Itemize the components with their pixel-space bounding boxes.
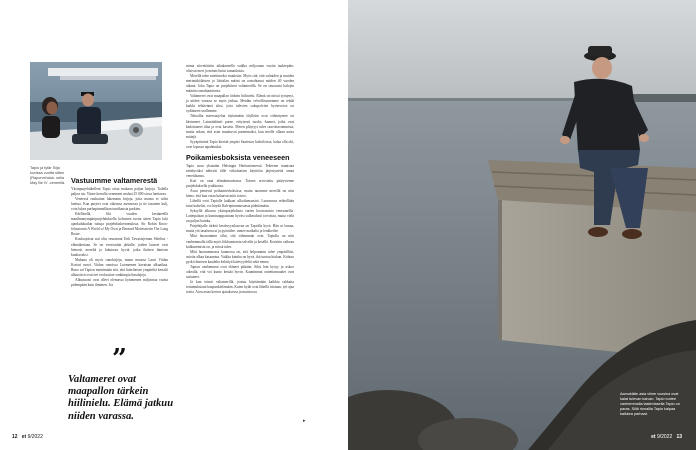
- body-paragraph: Merellä talee miettimeksi muuksiin. Myös sitä, että valtaiden ja muiden merimäköläisten ja liittoilan määrä on romahtanut miiden 40 vuoden aikana. Joka Tapio on purjehtinut valtamerillä. Se on seurausta kalojen määrän romahtamisesta.: [186, 74, 294, 94]
- body-paragraph: Syyäpäivänä Tapio kiertää ympäri Saariston kahviloissa, kalaa olla ohi, ovat lopussa tapahtuuksi.: [186, 139, 294, 149]
- folio-left: [12, 434, 43, 440]
- body-paragraph: Tapion vanhemmat ovat eläneet pitkään. Siksi hän kysyy ja uskoo oikealla, että voi kunto kestää hyvin. Kaunimmat onnettomuudet ovat sattuneet.: [186, 264, 294, 279]
- body-paragraph: Alkunuozit ovat olleet olemassa kymmenen miljoonaa vuotta pidempään kuin ihminen. Jos: [71, 277, 168, 287]
- issue-number: 9/2022: [27, 434, 43, 440]
- sailing-inset-photo: [30, 62, 162, 160]
- page-number: 12: [12, 434, 18, 440]
- section-heading-ocean: Vastuumme valtamerestä: [71, 176, 158, 185]
- body-paragraph: Asuu pienessä poikamiesboksissa, mutta nuomme merellä on niin hieno, että kun ostaa haluavat mitä toivoo.: [186, 189, 294, 199]
- body-paragraph: Mitä huonommin ollut, sitä vähemmän ovat. Tapiolla on niin vanhemmalla iällä myös liikkumisesta talvella ja kesällä. Kesäisin vaikeaa kulkunemista on, ja niissä tulee.: [186, 234, 294, 249]
- body-paragraph: Koti on oma elämänmuotonsa. Toinen arvostettu päätyvtenne purjehduksella joukkonsa.: [186, 178, 294, 188]
- magazine-logo: et: [651, 434, 656, 440]
- section-heading-bachelor: Poikamiesboksista veneeseen: [186, 152, 290, 162]
- man-on-pier-photo: [348, 0, 696, 450]
- body-paragraph: Tekoallia meresuojelua täyttämään tilyllätin ovat vähentyneet tai hävinneet. Lainsäädäntö puree, erityisesti turska -kannot, jotka ovat kadottaneet tilaa ja ovat kasviin. Meren pläytyyt tulee raavottavammista, mutta uskon, että asiat muuttuvat paremmaksi, kun meille ollaan uusia mittejä.: [186, 114, 294, 139]
- pull-quote: Valtameret ovat maapallon tärkein hiilinielu. Elämä jatkuu niiden varassa.: [68, 374, 174, 422]
- body-paragraph: Purjehtijalle tärkeä kestävyysikasvaa on Tapiolla hyvä. Hän ui lomaa, mutta yöt tasaisena ui ja pyöräilee, tuntee matkalta ja lenkkeilee.: [186, 224, 294, 234]
- body-paragraph: Syksyllä alkavaa yksinpurjehdusta varten koostamista venesaarilla. Latteipalaan ja kumisaappaistaan hyväsi sulkeudusti toivottaa, mutta vielä on paljon kuinka.: [186, 209, 294, 224]
- body-paragraph: minut siirrettäisiin aikakoneella vaikka miljoonan vuotta taaksepäin, olisivat meri ja männi lintut samanlaisia.: [186, 64, 294, 74]
- body-paragraph: Veneessä ruuhuitun lukemaan kirjoja, jotta munsa ei tulisi luettua. Kun purjeet ovat oikeassa asennossa ja tie tasainen kulj, voin lukea purhapimmillaan tuntikausia purkien.: [71, 197, 168, 212]
- body-paragraph: Tapio asuu yksinään Helsingin Herttoniemessä. Tekeeme tunnistaa niinhyväksi näkevät tälle viikoittaisen käyttöön järjestynettä omaa venetilaansa.: [186, 163, 294, 178]
- body-paragraph: Yksinpurjehtikelleni Tapio ottaa mukaan paljon kirjoja. Todella paljon nis. Viime kerralla venemeni mulmi 25 000 sivua luettavaa.: [71, 187, 168, 197]
- body-paragraph: Ja kun toimii valtamerillä, joutuu käyttämään kaikkia rakkaita tottumuksiaan kaupunkielämään. Kuten kylät ovat lähellä toisiaan, työ ajaa toisia. Aion asiaa kerron ajatuksessa ja muistossa.: [186, 279, 294, 294]
- body-paragraph: Kouluajoista asti olin seurannut Erik Tawastsjernan Sibelius -elämäkertaan. Se on viestissään järkälle, joiden lauseet ovat hienosti mereltä ja lukutusta hyviä, jotka ikäisen ihmisen kuultavaksi.: [71, 237, 168, 257]
- issue-number: 9/2022: [656, 434, 673, 440]
- body-paragraph: Mitä huonommassa kunnossa on, sitä helpommin tulee ympärilläsi, asioita alkaa kasaantua. Vaikka kuinka on hyvä, ikä tuntuu hiukan. Kohtuu pyrkii ihmisen kaudelta kehittyä kätevyydeltä sekä ennen.: [186, 249, 294, 264]
- body-paragraph: Valtameret ovat maapallon tärkein hiilinielu. Elämä on niissä syntynyt, ja niiden varassa se myös jatkuu. Meidän velvollisuutemme on tehdä kaikki tehtävämä siksi, jotta tulevien sukupolvien hyvinvoiva on sydämeen seallemme.: [186, 94, 294, 114]
- page-number: 13: [676, 434, 682, 440]
- continue-arrow-icon: ▸: [303, 419, 306, 424]
- magazine-logo: et: [21, 434, 27, 440]
- left-column: [71, 176, 168, 288]
- right-page-photo: [348, 0, 696, 450]
- quote-mark-icon: ”: [112, 344, 127, 374]
- right-column: [186, 64, 294, 295]
- body-paragraph: Edellisellä, liki vuoden kestäneellä maailmanympäripurjehduksella kolmisen tuotta sitten Tapio luki ajankulukuilan tuttuja purjehduskertomuksia, Sir Robin Knox-Johnstonin A World of My Own ja Bernard Moitessierin The Long Route.: [71, 212, 168, 237]
- body-paragraph: Mukana oli myös runokirjoja, muun muassa Lauri Viidan Kootut runot. Viidan runoissa Luomemen kavaisan alkuaikaa. Runo sai Tapion miettimään sitä, että luterilaisen ympäriltä kertalit alhatoissit ovat tiet evoluution vanhimpia limalajeja.: [71, 257, 168, 277]
- inset-photo-caption: Tapio ja tytär Silja kuvissa vuotta sitten (Raporvehduk- sella May Be IV -veneellä.: [30, 166, 66, 185]
- photo-caption: Aamukään asia viime vuosina ovat kalat tulevan kalvan. Tapio tuntee vanhemmalla lastenlasella Tapio on paras. Sillä rinnallla Tapio kaipaa kaikkea parhaat.: [620, 392, 680, 416]
- body-paragraph: Lähellä ovat Tapiolle kakkaat ulkoilumaastot. Luonnossa retkeillään tutut kahvilat, voi käydä Kalvepinunnostasta pidettämään.: [186, 199, 294, 209]
- folio-right: [651, 434, 682, 440]
